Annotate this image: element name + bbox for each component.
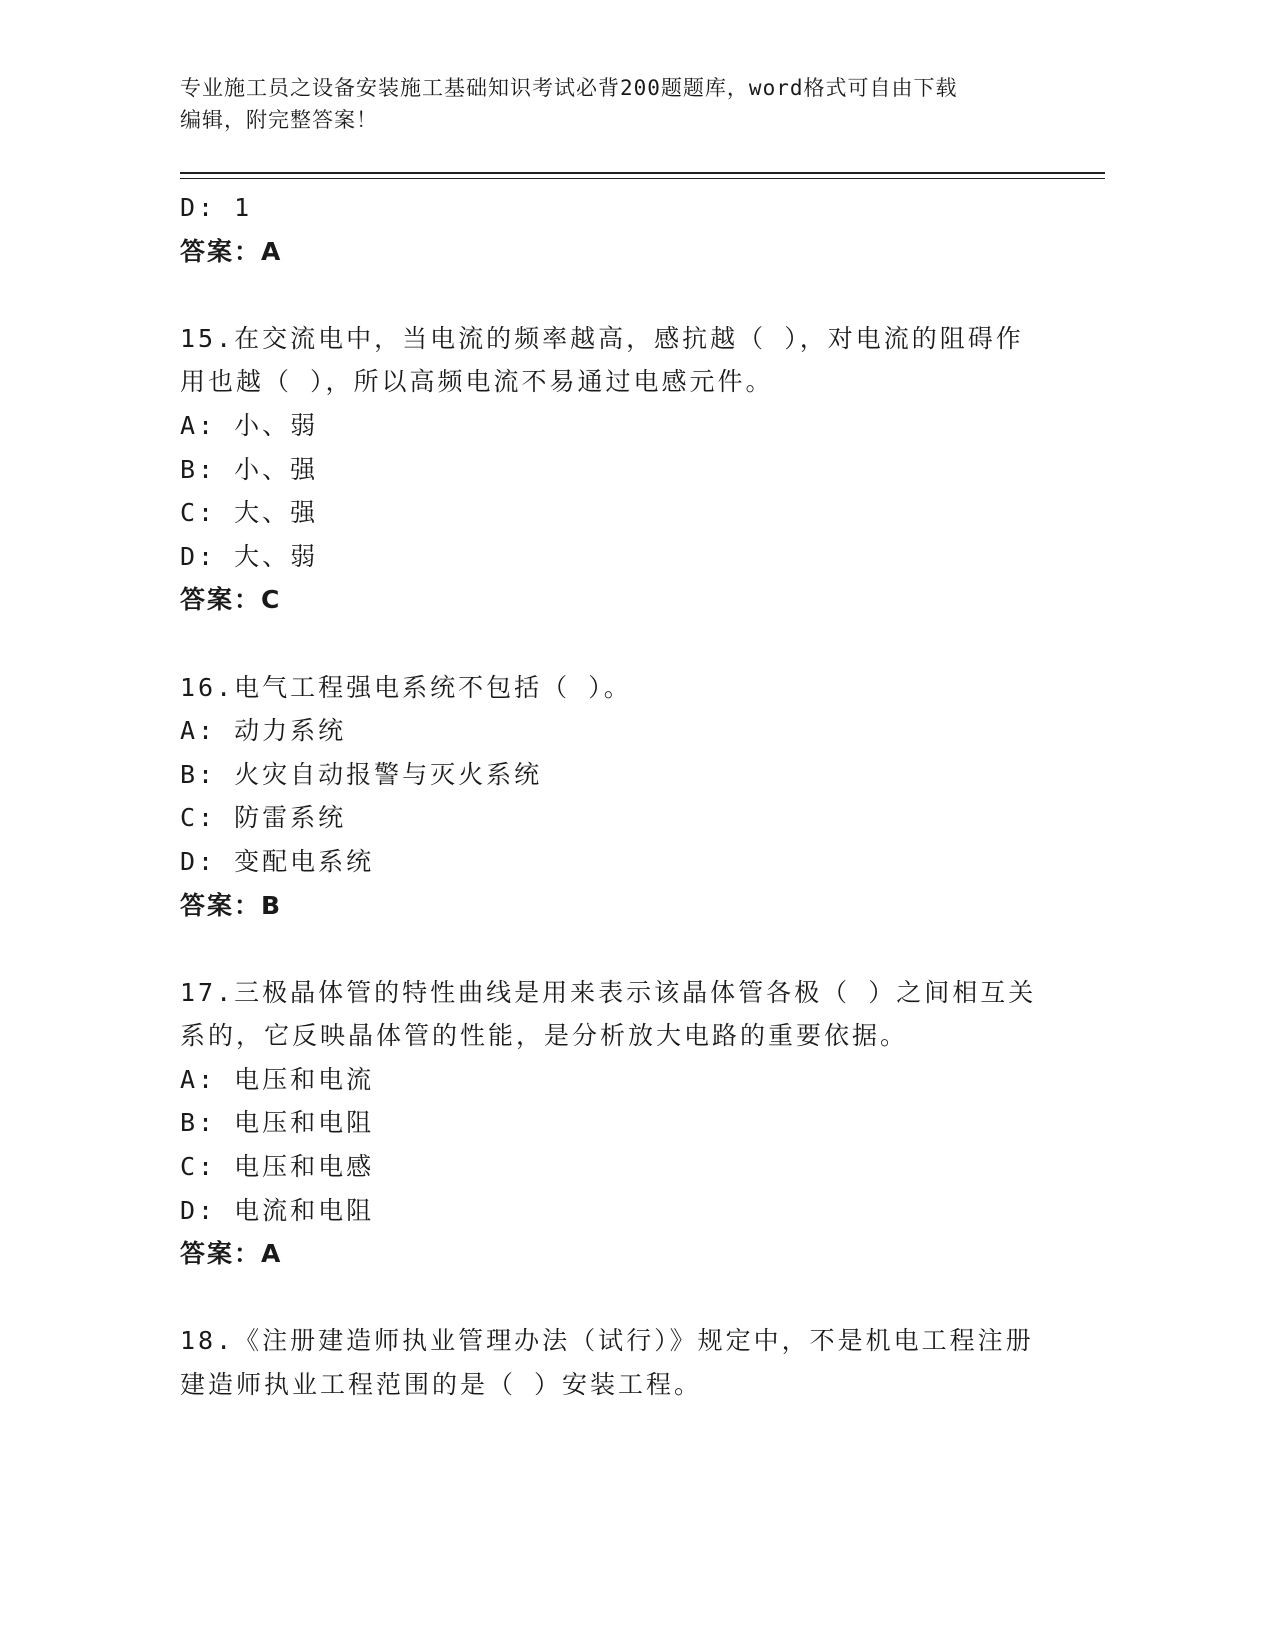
option-c: C: 大、强: [180, 498, 319, 528]
option-a: A: 小、弱: [180, 410, 319, 440]
answer: 答案：B: [180, 890, 283, 920]
prev-answer: 答案：A: [180, 236, 283, 266]
option-b: B: 火灾自动报警与灭火系统: [180, 759, 543, 789]
question-stem: 用也越（ ），所以高频电流不易通过电感元件。: [180, 367, 774, 397]
question-17: [180, 971, 1060, 1276]
option-b: B: 电压和电阻: [180, 1108, 375, 1138]
question-stem: 16.电气工程强电系统不包括（ ）。: [180, 672, 632, 702]
header-title-line-2: 编辑，附完整答案！: [180, 108, 378, 132]
answer: 答案：A: [180, 1239, 283, 1269]
question-list: [180, 186, 1060, 1407]
option-d: D: 变配电系统: [180, 846, 375, 876]
prev-option-d: D: 1: [180, 193, 253, 222]
option-a: A: 电压和电流: [180, 1064, 375, 1094]
answer: 答案：C: [180, 585, 282, 615]
option-d: D: 电流和电阻: [180, 1195, 375, 1225]
header-divider-thin: [180, 178, 1105, 179]
spacer: [180, 927, 1060, 971]
option-d: D: 大、弱: [180, 541, 319, 571]
question-18: [180, 1319, 1060, 1406]
question-15: [180, 317, 1060, 622]
question-stem: 系的，它反映晶体管的性能，是分析放大电路的重要依据。: [180, 1021, 909, 1051]
spacer: [180, 1276, 1060, 1320]
document-header: [180, 72, 1060, 136]
question-stem: 15.在交流电中，当电流的频率越高，感抗越（ ），对电流的阻碍作: [180, 323, 1024, 353]
option-b: B: 小、强: [180, 454, 319, 484]
option-c: C: 防雷系统: [180, 803, 347, 833]
question-stem: 17.三极晶体管的特性曲线是用来表示该晶体管各极（ ）之间相互关: [180, 977, 1037, 1007]
spacer: [180, 622, 1060, 666]
header-title-line-1: 专业施工员之设备安装施工基础知识考试必背200题题库，word格式可自由下载: [180, 76, 958, 100]
question-stem: 18.《注册建造师执业管理办法（试行）》规定中，不是机电工程注册: [180, 1326, 1034, 1356]
question-16: [180, 666, 1060, 928]
option-c: C: 电压和电感: [180, 1152, 375, 1182]
option-a: A: 动力系统: [180, 716, 347, 746]
header-divider-thick: [180, 172, 1105, 174]
spacer: [180, 273, 1060, 317]
question-stem: 建造师执业工程范围的是（ ）安装工程。: [180, 1370, 703, 1400]
